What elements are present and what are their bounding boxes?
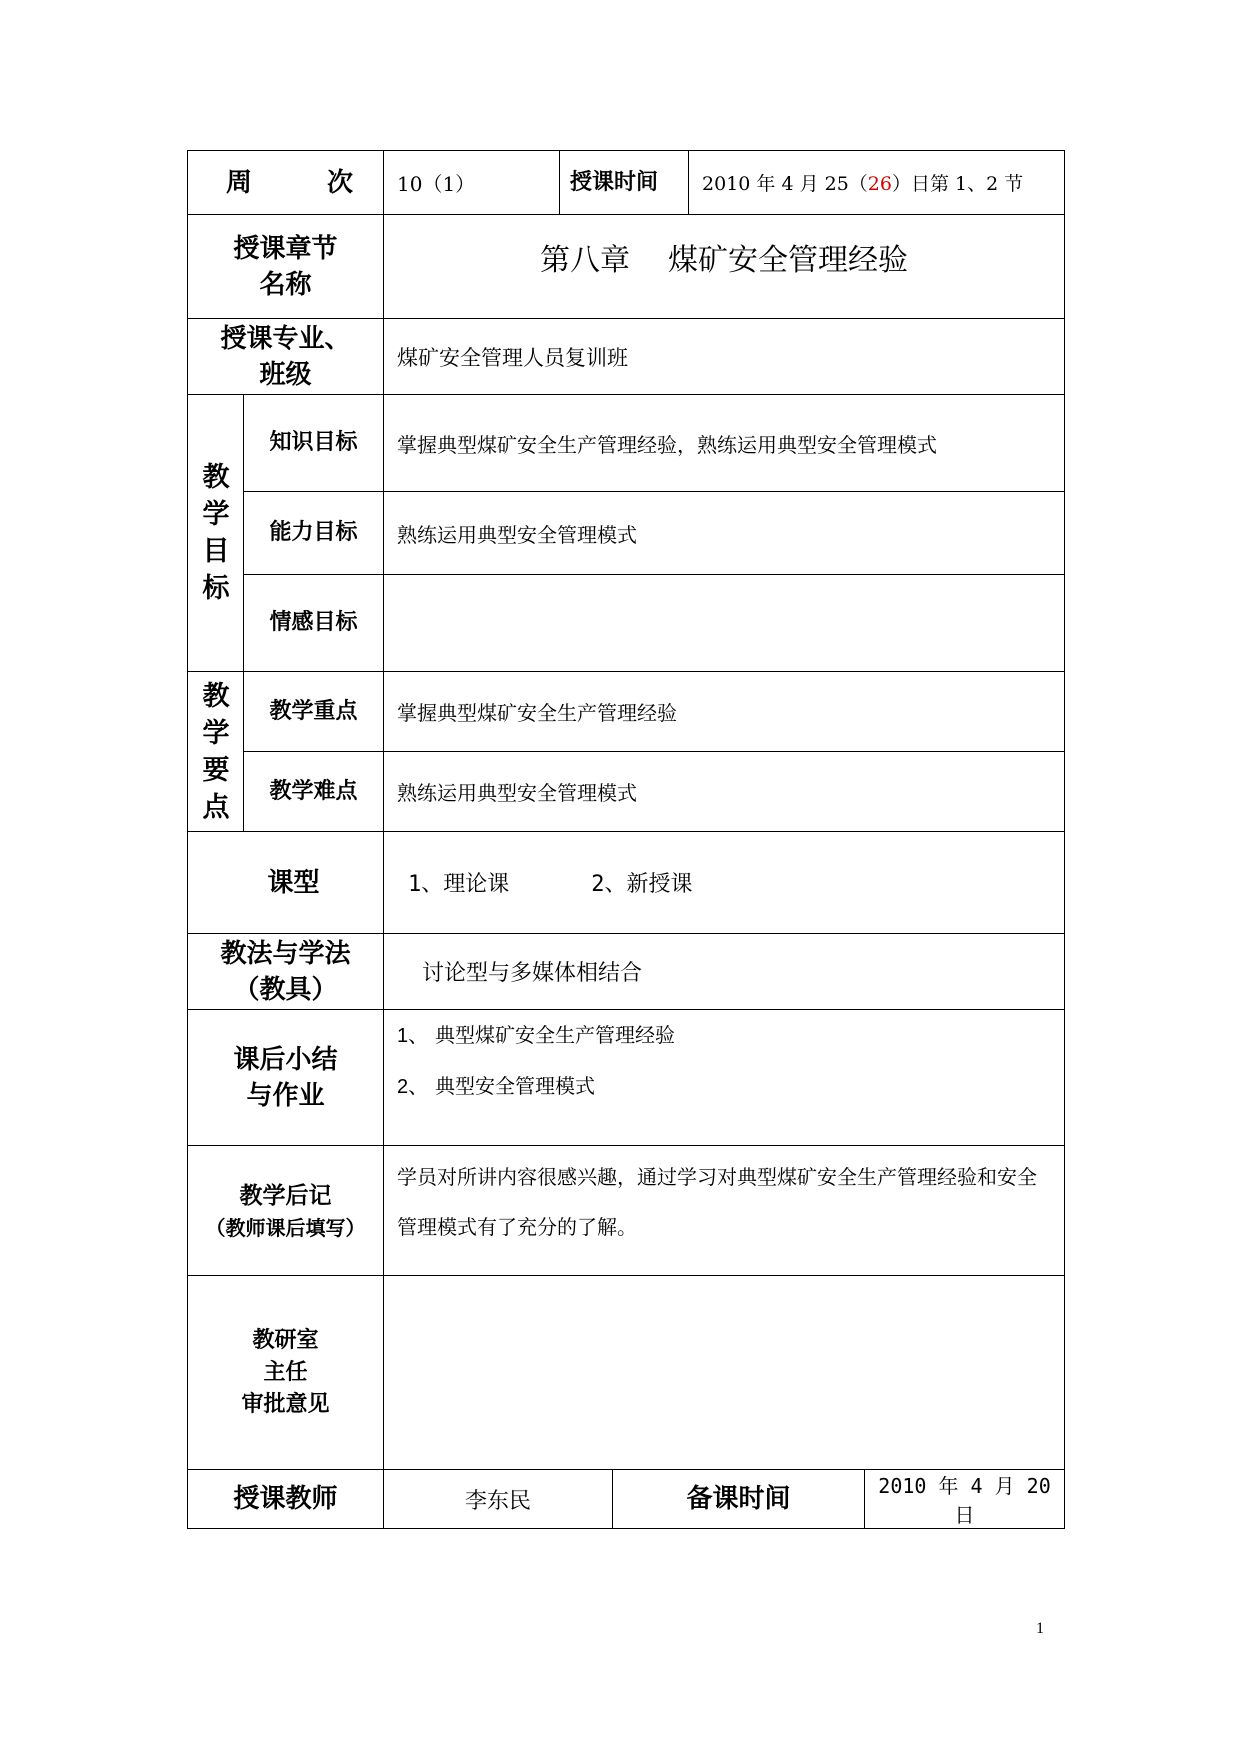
teacher-label-cell <box>188 1470 384 1529</box>
major-value <box>384 319 1065 395</box>
method-value <box>384 934 1065 1010</box>
prep-label-cell <box>613 1470 865 1529</box>
summary-label-cell <box>188 1010 384 1146</box>
approval-label-line1: 教研室 <box>252 1327 319 1353</box>
emotion-label: 情感目标 <box>269 610 358 635</box>
ability-label: 能力目标 <box>269 520 358 545</box>
difficulty-label: 教学难点 <box>269 778 358 804</box>
notes-label-cell <box>188 1146 384 1276</box>
row-course-type <box>188 832 1065 934</box>
page-number: 1 <box>1036 1620 1044 1637</box>
time-label: 授课时间 <box>570 169 659 195</box>
teacher-label: 授课教师 <box>233 1484 338 1514</box>
course-type-label-cell <box>188 832 384 934</box>
method-label-cell <box>188 934 384 1010</box>
row-week-time <box>188 151 1065 215</box>
difficulty-value <box>384 752 1065 832</box>
ability-value-text: 熟练运用典型安全管理模式 <box>397 522 637 547</box>
focus-value <box>384 672 1065 752</box>
summary-value <box>384 1010 1065 1146</box>
focus-label-cell <box>244 672 384 752</box>
time-value-highlight: 26 <box>867 173 892 195</box>
approval-value <box>384 1276 1065 1470</box>
chapter-title: 煤矿安全管理经验 <box>668 243 909 278</box>
keypoints-group-label-cell <box>188 672 244 832</box>
notes-value-text: 学员对所讲内容很感兴趣，通过学习对典型煤矿安全生产管理经验和安全管理模式有了充分的了解。 <box>397 1165 1037 1239</box>
method-value-text: 讨论型与多媒体相结合 <box>422 961 643 986</box>
difficulty-value-text: 熟练运用典型安全管理模式 <box>397 781 637 805</box>
summary-item-number: 1、 <box>397 1025 429 1047</box>
knowledge-label-cell <box>244 395 384 492</box>
keypoints-group-label: 教学要点 <box>202 680 230 823</box>
prep-value-text: 2010 年 4 月 20 日 <box>878 1474 1051 1527</box>
prep-label: 备课时间 <box>686 1484 791 1514</box>
row-summary <box>188 1010 1065 1146</box>
row-focus <box>188 672 1065 752</box>
week-label-cell <box>188 151 384 215</box>
summary-item <box>397 1061 1064 1112</box>
week-value <box>384 151 560 215</box>
method-label-line2: （教具） <box>233 974 338 1005</box>
ability-label-cell <box>244 492 384 575</box>
objectives-group-label: 教学目标 <box>202 462 230 604</box>
row-teacher <box>188 1470 1065 1529</box>
row-difficulty <box>188 752 1065 832</box>
objectives-group-label-cell <box>188 395 244 672</box>
major-value-text: 煤矿安全管理人员复训班 <box>397 345 628 370</box>
knowledge-value <box>384 395 1065 492</box>
week-label-a: 周 <box>226 167 253 198</box>
major-label-line2: 班级 <box>259 359 312 390</box>
course-type-item-2: 2、新授课 <box>591 872 693 897</box>
time-value <box>689 151 1065 215</box>
summary-label-line2: 与作业 <box>246 1080 325 1111</box>
chapter-value <box>384 215 1065 319</box>
major-label-line1: 授课专业、 <box>220 323 351 354</box>
summary-item-text: 典型安全管理模式 <box>435 1074 595 1098</box>
row-ability <box>188 492 1065 575</box>
chapter-label-line2: 名称 <box>259 269 312 300</box>
notes-label-line1: 教学后记 <box>239 1182 332 1209</box>
focus-label: 教学重点 <box>269 698 358 724</box>
summary-label-line1: 课后小结 <box>233 1044 338 1075</box>
notes-value <box>384 1146 1065 1276</box>
emotion-value <box>384 575 1065 672</box>
difficulty-label-cell <box>244 752 384 832</box>
notes-label-line2: （教师课后填写） <box>205 1215 366 1240</box>
chapter-label-cell <box>188 215 384 319</box>
method-label-line1: 教法与学法 <box>220 938 351 969</box>
week-label-b: 次 <box>326 167 353 198</box>
approval-label-line2: 主任 <box>263 1359 308 1385</box>
chapter-number: 第八章 <box>540 243 631 278</box>
time-label-cell <box>560 151 689 215</box>
row-approval <box>188 1276 1065 1470</box>
knowledge-label: 知识目标 <box>269 430 358 455</box>
knowledge-value-text: 掌握典型煤矿安全生产管理经验，熟练运用典型安全管理模式 <box>397 432 937 457</box>
focus-value-text: 掌握典型煤矿安全生产管理经验 <box>397 701 677 725</box>
course-type-item-1: 1、理论课 <box>408 872 510 897</box>
row-notes <box>188 1146 1065 1276</box>
row-major <box>188 319 1065 395</box>
approval-label-cell <box>188 1276 384 1470</box>
summary-item-text: 典型煤矿安全生产管理经验 <box>435 1023 675 1047</box>
lesson-plan-table <box>187 150 1065 1529</box>
time-value-prefix: 2010 年 4 月 25（ <box>702 173 868 195</box>
teacher-value <box>384 1470 613 1529</box>
chapter-label-line1: 授课章节 <box>233 233 338 264</box>
teacher-value-text: 李东民 <box>464 1488 531 1514</box>
row-method <box>188 934 1065 1010</box>
week-value-text: 10（1） <box>397 172 476 196</box>
time-value-suffix: ）日第 1、2 节 <box>891 173 1024 195</box>
approval-label-line3: 审批意见 <box>241 1391 330 1417</box>
prep-value <box>865 1470 1065 1529</box>
summary-item <box>397 1010 1064 1061</box>
summary-item-number: 2、 <box>397 1076 429 1098</box>
course-type-label: 课型 <box>267 867 320 898</box>
row-chapter <box>188 215 1065 319</box>
emotion-label-cell <box>244 575 384 672</box>
row-emotion <box>188 575 1065 672</box>
major-label-cell <box>188 319 384 395</box>
ability-value <box>384 492 1065 575</box>
row-knowledge <box>188 395 1065 492</box>
course-type-value <box>384 832 1065 934</box>
